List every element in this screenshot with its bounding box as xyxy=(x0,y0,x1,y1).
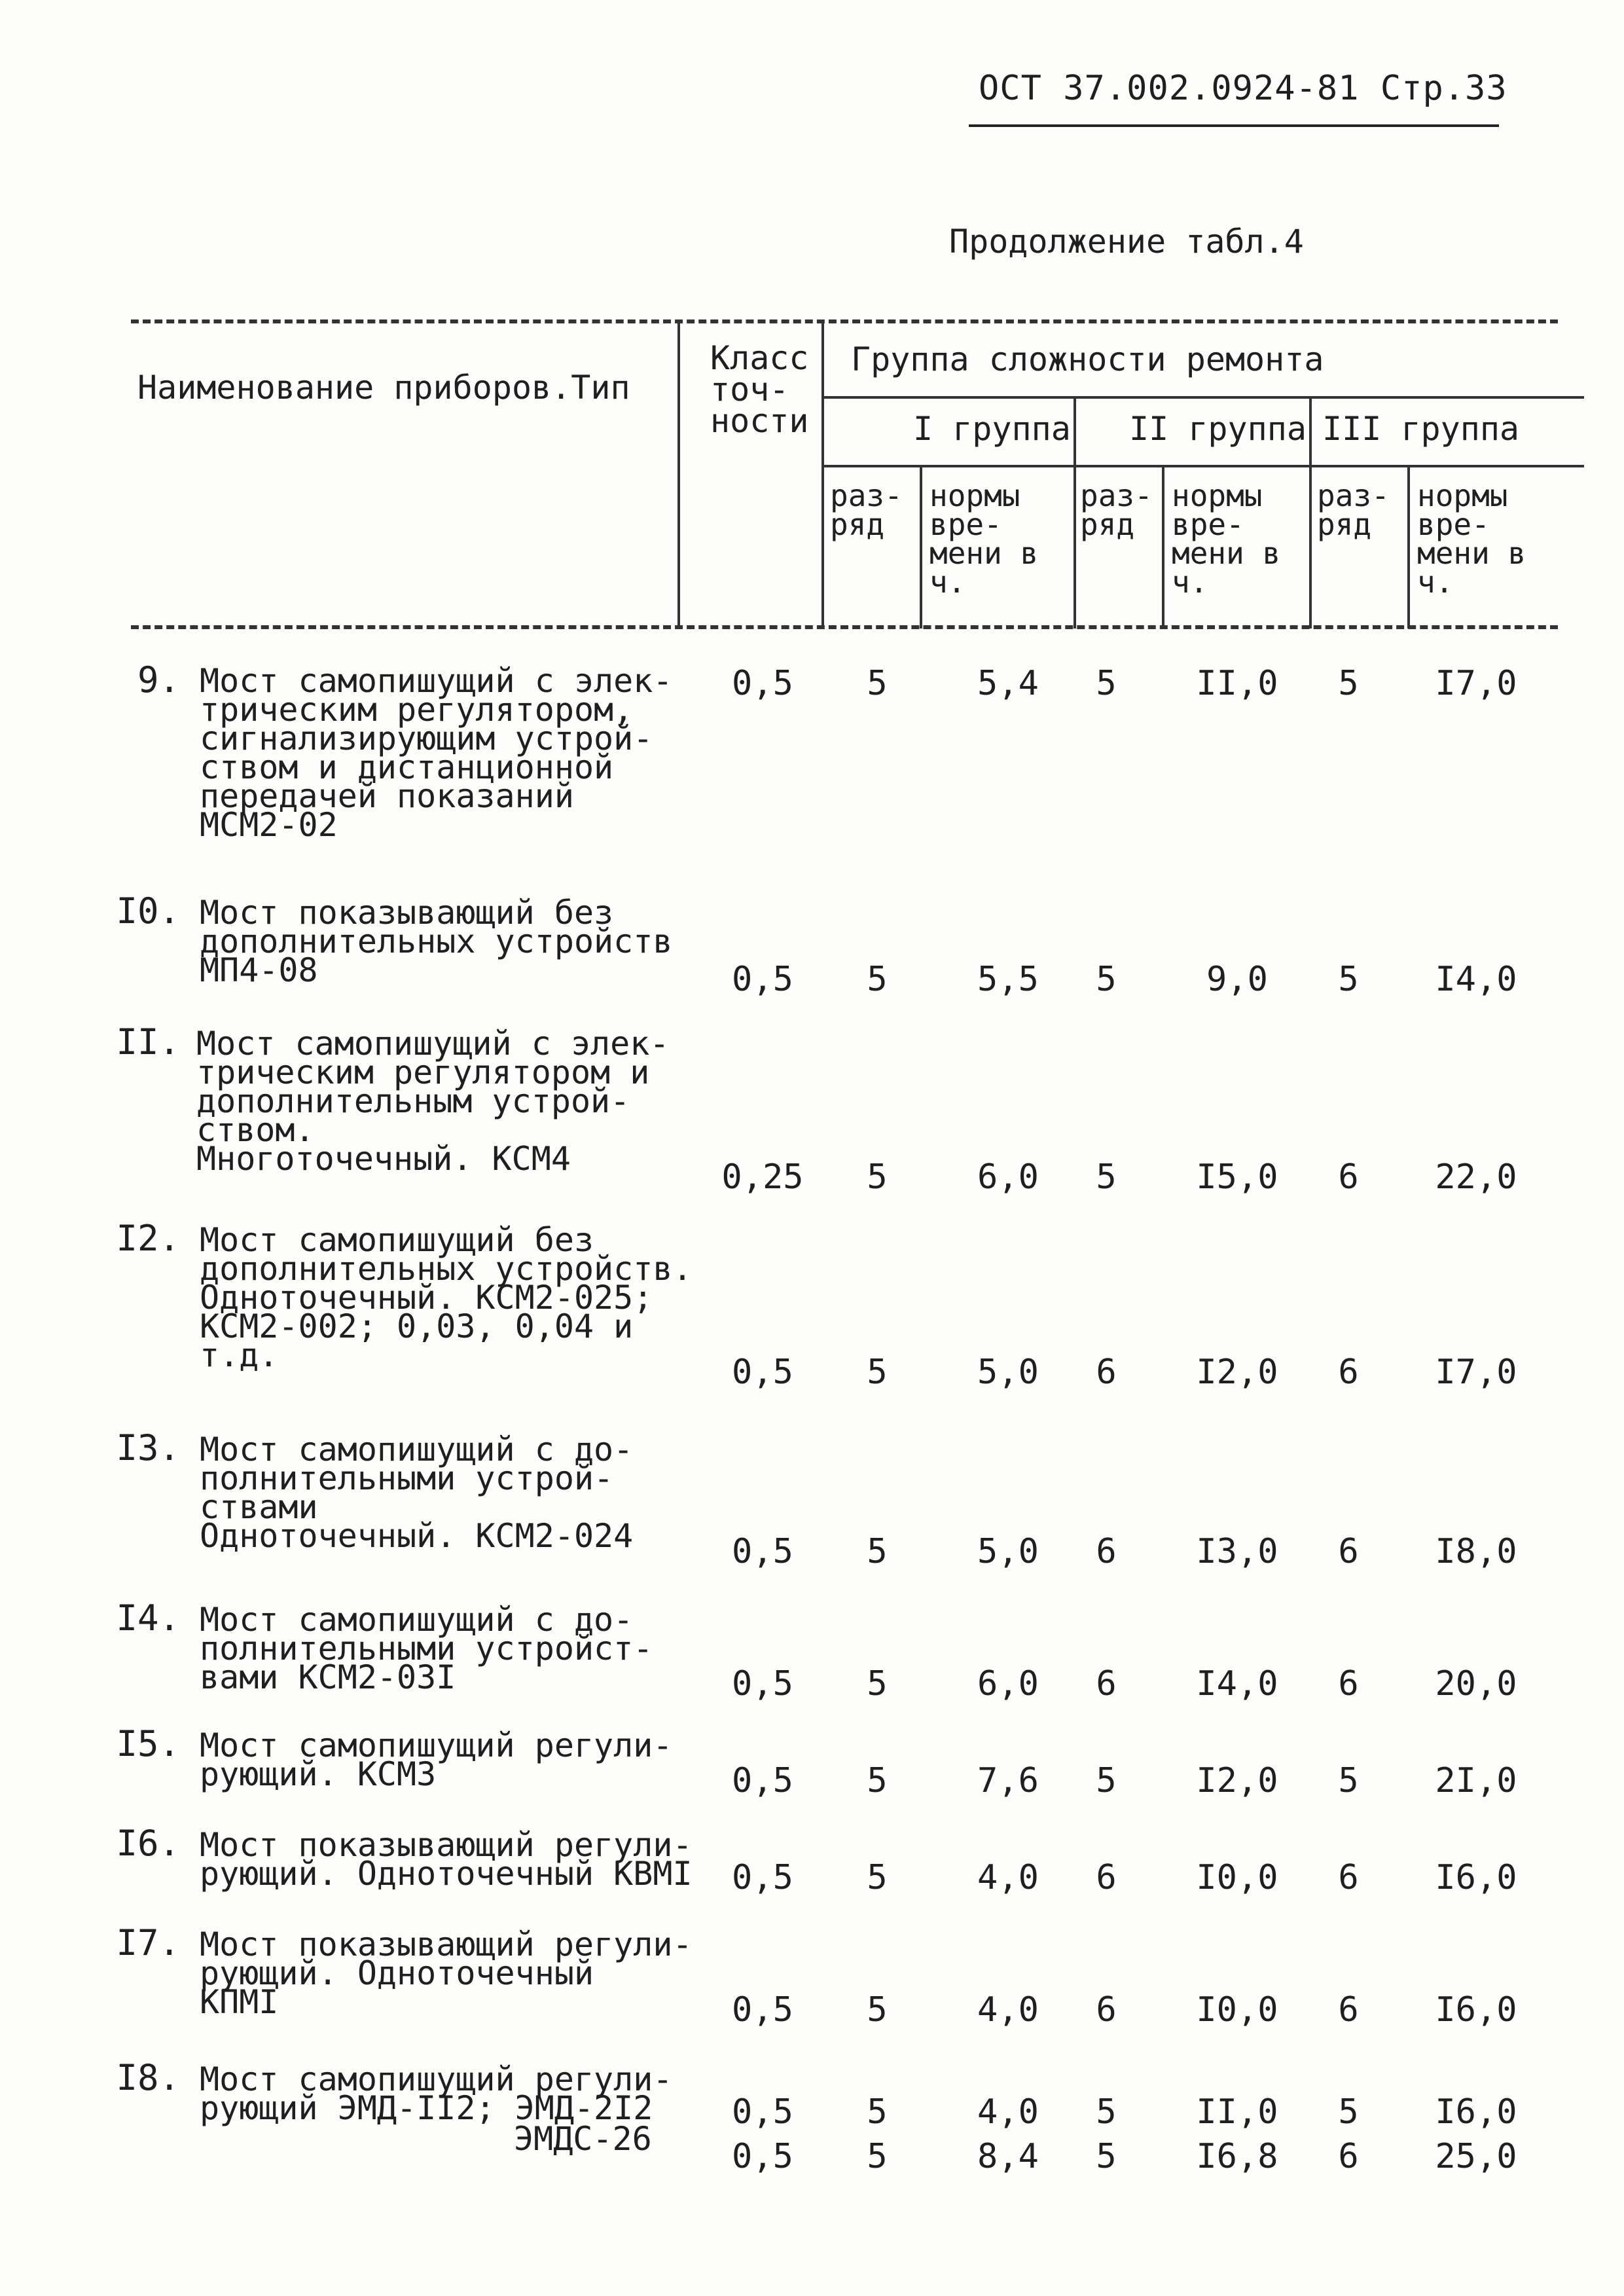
row-class: 0,5 xyxy=(732,664,793,703)
row-rank-g1: 5 xyxy=(867,1353,888,1392)
row-norm-g2: I3,0 xyxy=(1196,1532,1278,1571)
row-norm-g2: 9,0 xyxy=(1206,960,1268,999)
row-class: 0,5 xyxy=(732,2092,793,2132)
subheader-rank-g1-line2: ряд xyxy=(830,507,885,542)
row-rank-g1: 5 xyxy=(867,664,888,703)
subheader-norm-g3-line4: ч. xyxy=(1417,564,1454,600)
column-header-group-1: I группа xyxy=(913,410,1071,448)
row-norm-g3: I6,0 xyxy=(1435,1858,1517,1897)
row-norm-g3: I6,0 xyxy=(1435,1990,1517,2030)
row-rank-g3: 6 xyxy=(1338,1532,1359,1571)
row-norm-g3: I7,0 xyxy=(1435,664,1517,703)
name-class-divider xyxy=(677,321,680,629)
row-norm-g3: 22,0 xyxy=(1435,1157,1517,1197)
row-norm-g2: I2,0 xyxy=(1196,1761,1278,1800)
row-class: 0,25 xyxy=(721,1157,804,1197)
subheader-norm-g1-line1: нормы xyxy=(929,478,1020,513)
subheader-norm-g2-line4: ч. xyxy=(1172,564,1208,600)
row-norm-g1: 6,0 xyxy=(977,1664,1039,1704)
row-norm-g1: 4,0 xyxy=(977,1858,1039,1897)
column-header-group-3: III группа xyxy=(1322,410,1520,448)
row-name: Мост самопишущий с элек- трическим регулятором и дополнительным устрой- ством. Многоточечный. КСМ4 xyxy=(196,1025,670,1178)
row-rank-g2: 5 xyxy=(1096,1157,1117,1197)
subheader-norm-g3-line1: нормы xyxy=(1417,478,1508,513)
row-rank-g1: 5 xyxy=(867,2137,888,2176)
row-norm-g1: 4,0 xyxy=(977,1990,1039,2030)
row-rank-g3: 5 xyxy=(1338,664,1359,703)
row-norm-g3: I6,0 xyxy=(1435,2092,1517,2132)
group3-sub-divider xyxy=(1407,465,1410,629)
row-rank-g3: 5 xyxy=(1338,2092,1359,2132)
row-norm-g2: I5,0 xyxy=(1196,1157,1278,1197)
subheader-rank-g2-line1: раз- xyxy=(1080,478,1153,513)
class-group-divider xyxy=(821,321,824,629)
group-title-divider xyxy=(821,396,1584,399)
column-header-name: Наименование приборов.Тип xyxy=(137,369,630,407)
subheader-norm-g3-line3: мени в xyxy=(1417,536,1526,571)
row-name: Мост самопишущий с до- полнительными устройст- вами КСМ2-03I xyxy=(200,1601,653,1696)
row-name: Мост самопишущий с элек- трическим регулятором, сигнализирующим устрой- ством и дистанционной передачей показаний МСМ2-02 xyxy=(200,662,673,844)
row-norm-g2: II,0 xyxy=(1196,2092,1278,2132)
row-class: 0,5 xyxy=(732,1990,793,2030)
subheader-rank-g1-line1: раз- xyxy=(830,478,903,513)
row-class: 0,5 xyxy=(732,1353,793,1392)
row-norm-g1: 7,6 xyxy=(977,1761,1039,1800)
row-norm-g1: 5,4 xyxy=(977,664,1039,703)
row-rank-g2: 5 xyxy=(1096,960,1117,999)
row-rank-g1: 5 xyxy=(867,960,888,999)
subheader-norm-g1-line3: мени в xyxy=(929,536,1039,571)
table-header-bottom-border xyxy=(131,625,1558,629)
column-header-class-line2: точ- xyxy=(710,371,789,409)
row-norm-g3: 20,0 xyxy=(1435,1664,1517,1704)
column-header-class-line3: ности xyxy=(710,402,809,440)
row-class: 0,5 xyxy=(732,1664,793,1704)
row-norm-g1: 5,0 xyxy=(977,1353,1039,1392)
row-norm-g1: 5,5 xyxy=(977,960,1039,999)
row-norm-g2: II,0 xyxy=(1196,664,1278,703)
row-class: 0,5 xyxy=(732,2137,793,2176)
row-rank-g3: 6 xyxy=(1338,1664,1359,1704)
row-norm-g2: I2,0 xyxy=(1196,1353,1278,1392)
row-name: Мост показывающий регули- рующий. Одноточечный КВМI xyxy=(200,1826,693,1893)
row-name: Мост самопишущий регули- рующий. КСМ3 xyxy=(200,1726,673,1793)
row-rank-g3: 5 xyxy=(1338,960,1359,999)
row-rank-g2: 5 xyxy=(1096,2137,1117,2176)
row-rank-g2: 6 xyxy=(1096,1353,1117,1392)
row-norm-g1: 6,0 xyxy=(977,1157,1039,1197)
row-number: I8. xyxy=(116,2057,180,2098)
subheader-norm-g3-line2: вре- xyxy=(1417,507,1490,542)
column-header-group-2: II группа xyxy=(1129,410,1307,448)
row-rank-g2: 6 xyxy=(1096,1664,1117,1704)
row-number: I6. xyxy=(116,1823,180,1864)
row-rank-g3: 6 xyxy=(1338,2137,1359,2176)
subheader-norm-g2-line2: вре- xyxy=(1172,507,1244,542)
row-class: 0,5 xyxy=(732,960,793,999)
row-name: Мост показывающий регули- рующий. Одноточечный КПМI xyxy=(200,1925,693,2021)
document-code: ОСТ 37.002.0924-81 Стр.33 xyxy=(979,69,1507,108)
header-underline xyxy=(969,124,1499,127)
row-rank-g1: 5 xyxy=(867,1157,888,1197)
row-rank-g1: 5 xyxy=(867,1532,888,1571)
row-norm-g3: 2I,0 xyxy=(1435,1761,1517,1800)
column-header-class-line1: Класс xyxy=(710,339,809,377)
subheader-norm-g2-line3: мени в xyxy=(1172,536,1281,571)
row-norm-g2: I4,0 xyxy=(1196,1664,1278,1704)
subheader-norm-g2-line1: нормы xyxy=(1172,478,1263,513)
row-norm-g1: 5,0 xyxy=(977,1532,1039,1571)
row-rank-g1: 5 xyxy=(867,2092,888,2132)
row-rank-g3: 6 xyxy=(1338,1990,1359,2030)
row-norm-g3: I8,0 xyxy=(1435,1532,1517,1571)
row-number: I3. xyxy=(116,1427,180,1468)
row-rank-g3: 6 xyxy=(1338,1858,1359,1897)
row-number: I4. xyxy=(116,1597,180,1639)
row-rank-g3: 6 xyxy=(1338,1157,1359,1197)
row-number: I2. xyxy=(116,1218,180,1259)
row-class: 0,5 xyxy=(732,1532,793,1571)
row-rank-g1: 5 xyxy=(867,1858,888,1897)
column-header-group-title: Группа сложности ремонта xyxy=(851,340,1324,378)
row-rank-g2: 5 xyxy=(1096,2092,1117,2132)
row-name: ЭМДС-26 xyxy=(514,2120,652,2158)
table-continuation-label: Продолжение табл.4 xyxy=(949,223,1304,261)
row-class: 0,5 xyxy=(732,1858,793,1897)
row-norm-g2: I0,0 xyxy=(1196,1858,1278,1897)
group-subheader-divider xyxy=(821,465,1584,467)
row-norm-g2: I6,8 xyxy=(1196,2137,1278,2176)
group2-sub-divider xyxy=(1162,465,1164,629)
row-rank-g2: 5 xyxy=(1096,664,1117,703)
row-name: Мост самопишущий с до- полнительными устрой- ствами Одноточечный. КСМ2-024 xyxy=(200,1430,634,1555)
subheader-rank-g3-line1: раз- xyxy=(1317,478,1390,513)
subheader-norm-g1-line4: ч. xyxy=(929,564,966,600)
row-number: I5. xyxy=(116,1723,180,1764)
row-number: I0. xyxy=(116,890,180,932)
row-rank-g1: 5 xyxy=(867,1664,888,1704)
row-norm-g3: I4,0 xyxy=(1435,960,1517,999)
row-rank-g3: 6 xyxy=(1338,1353,1359,1392)
row-class: 0,5 xyxy=(732,1761,793,1800)
row-name: Мост самопишущий регули- рующий ЭМД-II2; ЭМД-2I2 xyxy=(200,2060,673,2127)
row-number: I7. xyxy=(116,1922,180,1963)
row-name: Мост самопишущий без дополнительных устройств. Одноточечный. КСМ2-025; КСМ2-002; 0,03, 0,04 и т.д. xyxy=(200,1221,693,1374)
row-rank-g3: 5 xyxy=(1338,1761,1359,1800)
row-rank-g2: 6 xyxy=(1096,1858,1117,1897)
row-norm-g2: I0,0 xyxy=(1196,1990,1278,2030)
group2-group3-divider xyxy=(1309,396,1312,629)
row-rank-g2: 6 xyxy=(1096,1990,1117,2030)
row-rank-g1: 5 xyxy=(867,1990,888,2030)
row-norm-g1: 8,4 xyxy=(977,2137,1039,2176)
row-number: II. xyxy=(116,1021,180,1063)
table-top-border xyxy=(131,319,1558,323)
row-norm-g3: 25,0 xyxy=(1435,2137,1517,2176)
row-norm-g1: 4,0 xyxy=(977,2092,1039,2132)
subheader-rank-g3-line2: ряд xyxy=(1317,507,1372,542)
subheader-norm-g1-line2: вре- xyxy=(929,507,1002,542)
group1-sub-divider xyxy=(920,465,922,629)
row-norm-g3: I7,0 xyxy=(1435,1353,1517,1392)
row-rank-g2: 5 xyxy=(1096,1761,1117,1800)
row-rank-g1: 5 xyxy=(867,1761,888,1800)
group1-group2-divider xyxy=(1074,396,1076,629)
subheader-rank-g2-line2: ряд xyxy=(1080,507,1135,542)
row-rank-g2: 6 xyxy=(1096,1532,1117,1571)
row-name: Мост показывающий без дополнительных устройств МП4-08 xyxy=(200,894,673,989)
row-number: 9. xyxy=(137,659,180,701)
